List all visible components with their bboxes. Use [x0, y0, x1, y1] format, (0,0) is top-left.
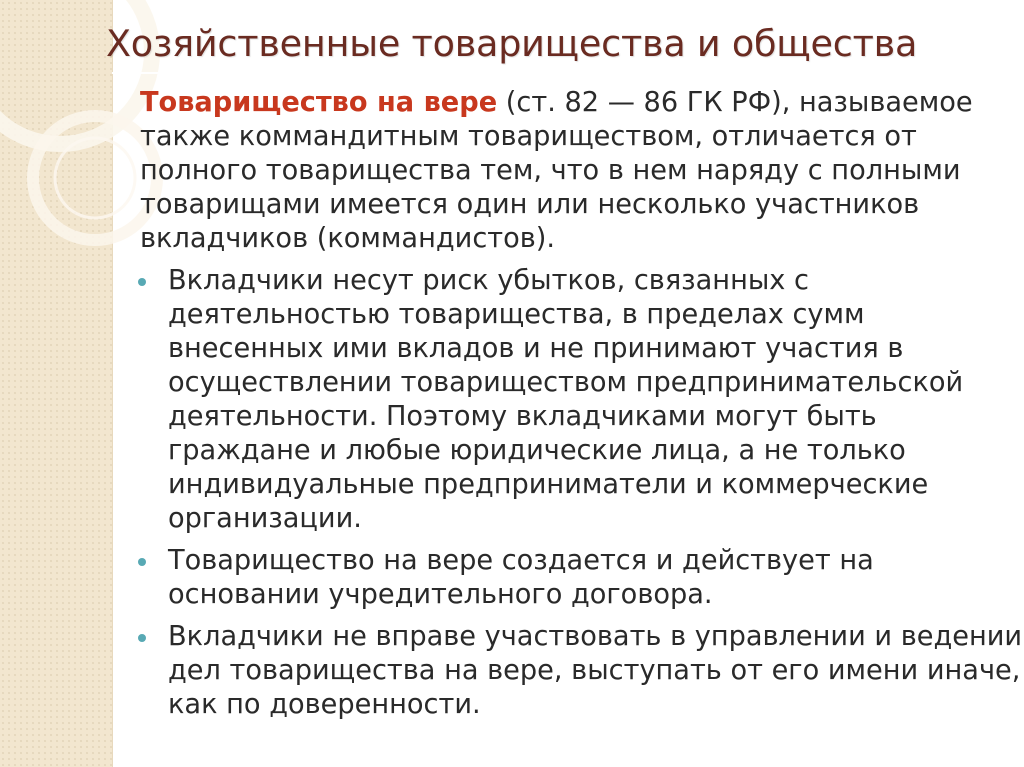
inner-ring	[55, 138, 135, 218]
list-item	[140, 264, 1024, 536]
list-item	[140, 620, 1024, 722]
bullet-text: Товарищество на вере создается и действует на основании учредительного договора.	[168, 545, 874, 610]
title-divider	[112, 72, 1024, 74]
bullet-list	[140, 264, 1024, 722]
circle-bullet-icon	[138, 558, 146, 566]
slide-body	[140, 86, 1024, 730]
slide-title: Хозяйственные товарищества и общества	[106, 22, 918, 65]
circle-bullet-icon	[138, 278, 146, 286]
list-item	[140, 544, 1024, 612]
intro-highlight: Товарищество на вере	[140, 87, 498, 118]
circle-bullet-icon	[138, 634, 146, 642]
intro-text: (ст. 82 — 86 ГК РФ), называемое также коммандитным товариществом, отличается от полного товарищества тем, что в нем наряду с полными товарищами имеется один или несколько участников вкладчиков (коммандистов).	[140, 87, 973, 254]
bullet-text: Вкладчики несут риск убытков, связанных с деятельностью товарищества, в пределах сумм внесенных ими вкладов и не принимают участия в осуществлении товариществом предпринимательской деятельности. Поэтому вкладчиками могут быть граждане и любые юридические лица, а не только индивидуальные предприниматели и коммерческие организации.	[168, 265, 964, 534]
intro-paragraph	[140, 86, 1024, 256]
bullet-text: Вкладчики не вправе участвовать в управлении и ведении дел товарищества на вере, выступать от его имени иначе, как по доверенности.	[168, 621, 1023, 720]
